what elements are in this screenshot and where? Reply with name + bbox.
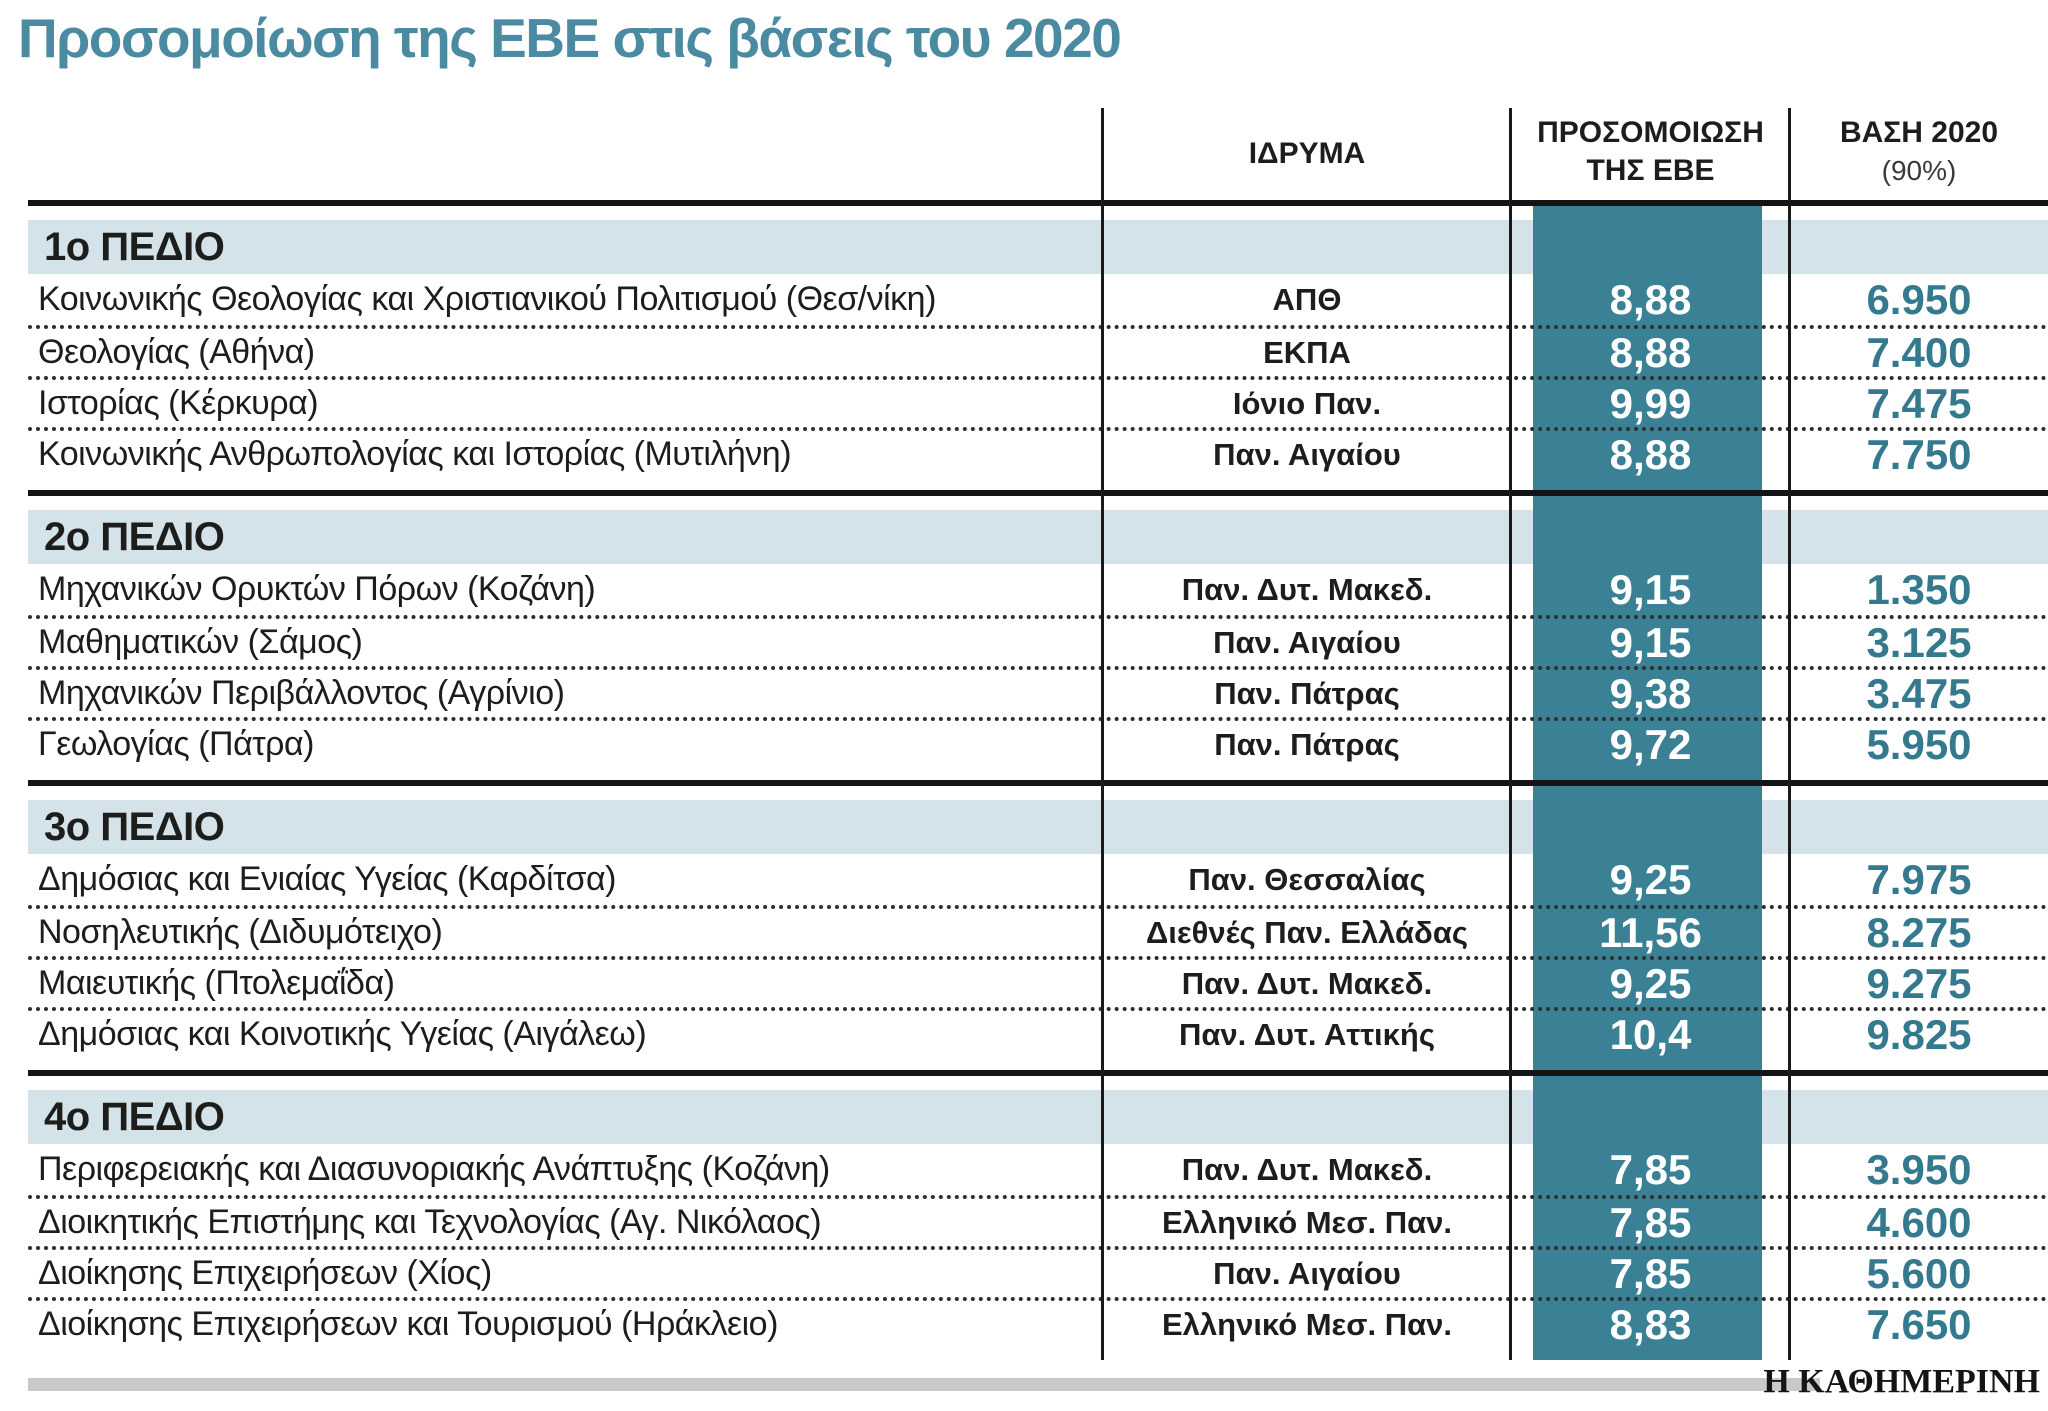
institution-cell: Παν. Δυτ. Μακεδ.: [1181, 571, 1433, 607]
table-row: [28, 854, 2048, 905]
section-rows: [28, 274, 2048, 478]
base-2020-value-cell: 9.275: [1866, 959, 1972, 1007]
simulation-value-cell: 11,56: [1599, 908, 1702, 956]
base-2020-value-cell: 3.950: [1866, 1145, 1972, 1193]
department-cell: Περιφερειακής και Διασυνοριακής Ανάπτυξης (Κοζάνη): [38, 1150, 830, 1188]
table-row: [28, 1007, 2048, 1058]
department-cell: Κοινωνικής Θεολογίας και Χριστιανικού Πολιτισμού (Θεσ/νίκη): [38, 280, 936, 318]
base-2020-value-cell: 7.650: [1866, 1300, 1972, 1348]
institution-cell: Παν. Αιγαίου: [1213, 436, 1401, 472]
institution-cell: Παν. Δυτ. Μακεδ.: [1181, 1151, 1433, 1187]
column-divider-1: [1101, 108, 1104, 1360]
table-row: [28, 956, 2048, 1007]
table-row: [28, 1195, 2048, 1246]
department-cell: Μαθηματικών (Σάμος): [38, 623, 363, 661]
base-2020-value-cell: 8.275: [1866, 908, 1972, 956]
department-cell: Μηχανικών Περιβάλλοντος (Αγρίνιο): [38, 674, 565, 712]
col-header-simulation: [1511, 108, 1790, 200]
simulation-value-cell: 9,38: [1609, 669, 1692, 717]
base-2020-value-cell: 1.350: [1866, 565, 1972, 613]
col-header-institution-label: ΙΔΡΥΜΑ: [1248, 137, 1366, 170]
base-2020-value-cell: 7.750: [1866, 430, 1972, 478]
institution-cell: Παν. Θεσσαλίας: [1188, 861, 1426, 897]
col-header-institution: [1103, 108, 1511, 200]
table-row: [28, 717, 2048, 768]
institution-cell: Ελληνικό Μεσ. Παν.: [1161, 1204, 1453, 1240]
section-divider-rule: [28, 200, 2048, 206]
simulation-value-cell: 9,99: [1609, 379, 1692, 427]
department-cell: Θεολογίας (Αθήνα): [38, 333, 315, 371]
column-divider-3: [1788, 108, 1791, 1360]
simulation-value-cell: 9,15: [1609, 618, 1692, 666]
simulation-value-cell: 9,15: [1609, 565, 1692, 613]
base-2020-value-cell: 5.950: [1866, 720, 1972, 768]
simulation-value-cell: 10,4: [1609, 1010, 1692, 1058]
institution-cell: Διεθνές Παν. Ελλάδας: [1145, 914, 1469, 950]
institution-cell: Παν. Πάτρας: [1214, 675, 1400, 711]
simulation-value-cell: 8,88: [1609, 430, 1692, 478]
base-2020-value-cell: 3.125: [1866, 618, 1972, 666]
table-row: [28, 274, 2048, 325]
department-cell: Νοσηλευτικής (Διδυμότειχο): [38, 913, 443, 951]
col-header-base: [1790, 108, 2048, 200]
department-cell: Κοινωνικής Ανθρωπολογίας και Ιστορίας (Μυτιλήνη): [38, 435, 792, 473]
department-cell: Γεωλογίας (Πάτρα): [38, 725, 315, 763]
section-divider-rule: [28, 1070, 2048, 1076]
base-2020-value-cell: 3.475: [1866, 669, 1972, 717]
col-header-simulation-line2: ΤΗΣ ΕΒΕ: [1586, 154, 1715, 187]
simulation-value-cell: 9,25: [1609, 959, 1692, 1007]
institution-cell: Ελληνικό Μεσ. Παν.: [1161, 1306, 1453, 1342]
table-row: [28, 427, 2048, 478]
simulation-value-cell: 8,88: [1609, 328, 1692, 376]
simulation-value-cell: 8,83: [1609, 1300, 1692, 1348]
department-cell: Ιστορίας (Κέρκυρα): [38, 384, 319, 422]
section-divider-rule: [28, 490, 2048, 496]
department-cell: Διοίκησης Επιχειρήσεων και Τουρισμού (Ηράκλειο): [38, 1305, 778, 1343]
table-row: [28, 325, 2048, 376]
simulation-value-cell: 7,85: [1609, 1198, 1692, 1246]
institution-cell: Παν. Δυτ. Αττικής: [1178, 1016, 1435, 1052]
col-header-base-line2: (90%): [1881, 155, 1957, 186]
table-row: [28, 1144, 2048, 1195]
column-divider-2: [1509, 108, 1512, 1360]
institution-cell: ΕΚΠΑ: [1263, 334, 1351, 370]
institution-cell: ΑΠΘ: [1272, 281, 1342, 317]
table-row: [28, 905, 2048, 956]
institution-cell: Ιόνιο Παν.: [1232, 385, 1382, 421]
table-row: [28, 615, 2048, 666]
department-cell: Μηχανικών Ορυκτών Πόρων (Κοζάνη): [38, 570, 596, 608]
section-title: 3ο ΠΕΔΙΟ: [44, 804, 225, 849]
department-cell: Δημόσιας και Ενιαίας Υγείας (Καρδίτσα): [38, 860, 616, 898]
base-2020-value-cell: 5.600: [1866, 1249, 1972, 1297]
col-header-base-line1: ΒΑΣΗ 2020: [1839, 116, 1999, 149]
institution-cell: Παν. Αιγαίου: [1213, 1255, 1401, 1291]
footer-divider-bar: [28, 1378, 1820, 1391]
table-row: [28, 1246, 2048, 1297]
table-row: [28, 376, 2048, 427]
base-2020-value-cell: 6.950: [1866, 275, 1972, 323]
department-cell: Διοίκησης Επιχειρήσεων (Χίος): [38, 1254, 492, 1292]
base-2020-value-cell: 4.600: [1866, 1198, 1972, 1246]
section-rows: [28, 1144, 2048, 1348]
col-header-simulation-line1: ΠΡΟΣΟΜΟΙΩΣΗ: [1537, 116, 1764, 149]
institution-cell: Παν. Αιγαίου: [1213, 624, 1401, 660]
department-cell: Δημόσιας και Κοινοτικής Υγείας (Αιγάλεω): [38, 1015, 647, 1053]
table-header-row: [28, 108, 2048, 200]
section-title: 2ο ΠΕΔΙΟ: [44, 514, 225, 559]
base-2020-value-cell: 7.400: [1866, 328, 1972, 376]
page-title: Προσομοίωση της ΕΒΕ στις βάσεις του 2020: [18, 7, 1121, 69]
section-rows: [28, 564, 2048, 768]
department-cell: Διοικητικής Επιστήμης και Τεχνολογίας (Αγ. Νικόλαος): [38, 1203, 822, 1241]
section-title: 1ο ΠΕΔΙΟ: [44, 224, 225, 269]
institution-cell: Παν. Πάτρας: [1214, 726, 1400, 762]
simulation-value-cell: 9,72: [1609, 720, 1692, 768]
simulation-value-cell: 7,85: [1609, 1145, 1692, 1193]
ebe-simulation-table: [28, 108, 2048, 1360]
department-cell: Μαιευτικής (Πτολεμαΐδα): [38, 964, 395, 1002]
section-rows: [28, 854, 2048, 1058]
simulation-value-cell: 7,85: [1609, 1249, 1692, 1297]
section-divider-rule: [28, 780, 2048, 786]
base-2020-value-cell: 7.475: [1866, 379, 1972, 427]
kathimerini-logo: Η ΚΑΘΗΜΕΡΙΝΗ: [1763, 1363, 2040, 1400]
institution-cell: Παν. Δυτ. Μακεδ.: [1181, 965, 1433, 1001]
table-row: [28, 666, 2048, 717]
table-row: [28, 564, 2048, 615]
table-row: [28, 1297, 2048, 1348]
section-title: 4ο ΠΕΔΙΟ: [44, 1094, 225, 1139]
base-2020-value-cell: 9.825: [1866, 1010, 1972, 1058]
simulation-value-cell: 8,88: [1609, 275, 1692, 323]
base-2020-value-cell: 7.975: [1866, 855, 1972, 903]
simulation-value-cell: 9,25: [1609, 855, 1692, 903]
